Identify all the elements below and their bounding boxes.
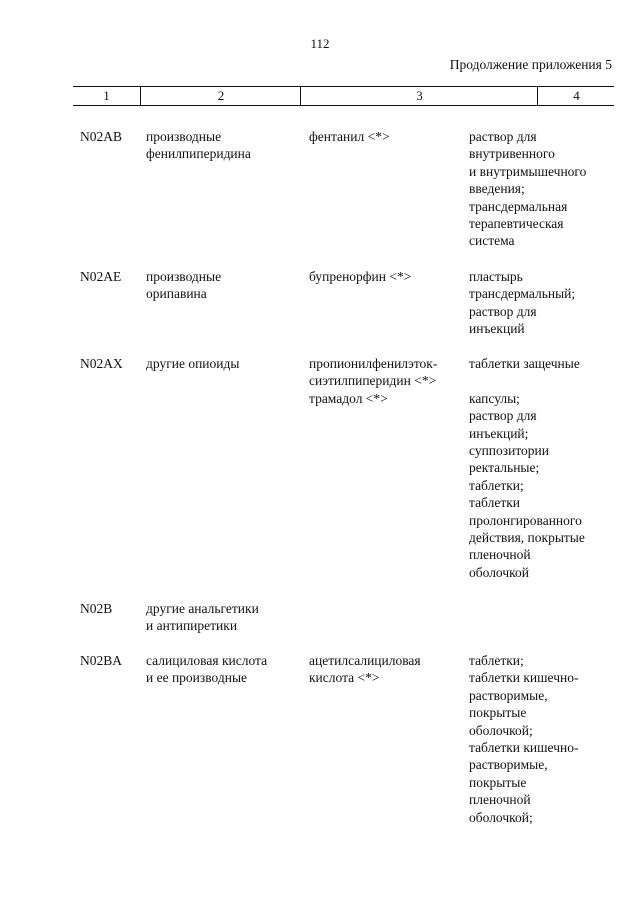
dosage-forms-line: таблетки кишечно- bbox=[469, 670, 579, 686]
atc-code: N02AE bbox=[80, 269, 122, 284]
atc-group-name-line: производные bbox=[146, 269, 222, 284]
dosage-forms-line: терапевтическая bbox=[469, 216, 564, 232]
drug-name bbox=[309, 128, 390, 145]
dosage-forms-line: суппозитории bbox=[469, 443, 549, 459]
atc-code: N02AB bbox=[80, 129, 123, 144]
column-header-3: 3 bbox=[300, 87, 538, 105]
atc-group-name bbox=[146, 268, 221, 303]
dosage-forms-line: трансдермальный; bbox=[469, 286, 576, 302]
drug-name-line: ацетилсалициловая bbox=[309, 653, 421, 668]
atc-group-name-line: другие опиоиды bbox=[146, 356, 240, 371]
dosage-forms-line bbox=[469, 372, 585, 389]
dosage-forms-line: оболочкой bbox=[469, 564, 529, 580]
atc-group-name bbox=[146, 128, 251, 163]
dosage-forms-line: раствор для bbox=[469, 129, 537, 144]
dosage-forms-line: покрытые bbox=[469, 774, 527, 790]
atc-group-name-line: и ее производные bbox=[146, 670, 248, 686]
dosage-forms-line: внутривенного bbox=[469, 146, 555, 162]
drug-name bbox=[309, 652, 421, 687]
column-header-2: 2 bbox=[140, 87, 301, 105]
dosage-forms bbox=[469, 268, 575, 338]
dosage-forms-line: пленочной bbox=[469, 547, 531, 563]
table-header-row bbox=[73, 86, 614, 106]
drug-name-line: трамадол <*> bbox=[309, 390, 388, 406]
dosage-forms-line: растворимые, bbox=[469, 757, 548, 773]
dosage-forms-line: пленочной bbox=[469, 792, 531, 808]
column-header-1: 1 bbox=[103, 88, 110, 103]
atc-group-name-line: салициловая кислота bbox=[146, 653, 268, 668]
dosage-forms-line: и внутримышечного bbox=[469, 163, 587, 179]
continuation-heading: Продолжение приложения 5 bbox=[449, 57, 612, 72]
atc-group-name bbox=[146, 600, 259, 635]
atc-code: N02BA bbox=[80, 653, 123, 668]
dosage-forms bbox=[469, 355, 585, 581]
dosage-forms bbox=[469, 128, 586, 250]
dosage-forms-line: инъекций; bbox=[469, 425, 529, 441]
dosage-forms-line: таблетки bbox=[469, 495, 521, 511]
dosage-forms-line: пролонгированного bbox=[469, 512, 582, 528]
atc-group-name-line: и антипиретики bbox=[146, 618, 238, 634]
atc-code: N02B bbox=[80, 601, 113, 616]
dosage-forms-line: инъекций bbox=[469, 321, 525, 337]
drug-name-line: пропионилфенилэток- bbox=[309, 356, 438, 371]
dosage-forms bbox=[469, 652, 578, 826]
drug-name-line: сиэтилпиперидин <*> bbox=[309, 373, 437, 389]
dosage-forms-line: ректальные; bbox=[469, 460, 540, 476]
atc-group-name-line: производные bbox=[146, 129, 222, 144]
column-header-4: 4 bbox=[537, 87, 615, 105]
drug-name-line: фентанил <*> bbox=[309, 129, 390, 144]
dosage-forms-line: таблетки кишечно- bbox=[469, 740, 579, 756]
dosage-forms-line: капсулы; bbox=[469, 390, 520, 406]
dosage-forms-line: растворимые, bbox=[469, 687, 548, 703]
atc-group-name bbox=[146, 355, 239, 372]
drug-name bbox=[309, 355, 437, 407]
atc-group-name-line: орипавина bbox=[146, 286, 207, 302]
dosage-forms-line: раствор для bbox=[469, 408, 537, 424]
dosage-forms-line: таблетки защечные bbox=[469, 356, 580, 371]
dosage-forms-line: оболочкой; bbox=[469, 722, 533, 738]
atc-group-name bbox=[146, 652, 267, 687]
dosage-forms-line: оболочкой; bbox=[469, 809, 533, 825]
dosage-forms-line: таблетки; bbox=[469, 653, 524, 668]
atc-code: N02AX bbox=[80, 356, 123, 371]
dosage-forms-line: раствор для bbox=[469, 303, 537, 319]
atc-group-name-line: фенилпиперидина bbox=[146, 146, 251, 162]
atc-group-name-line: другие анальгетики bbox=[146, 601, 259, 616]
page-number: 112 bbox=[310, 36, 330, 51]
dosage-forms-line: введения; bbox=[469, 181, 525, 197]
dosage-forms-line: система bbox=[469, 233, 515, 249]
dosage-forms-line: пластырь bbox=[469, 269, 523, 284]
dosage-forms-line: покрытые bbox=[469, 705, 527, 721]
dosage-forms-line: действия, покрытые bbox=[469, 530, 585, 546]
drug-name bbox=[309, 268, 411, 285]
dosage-forms-line: трансдермальная bbox=[469, 198, 568, 214]
dosage-forms-line: таблетки; bbox=[469, 477, 524, 493]
drug-name-line: кислота <*> bbox=[309, 670, 380, 686]
drug-name-line: бупренорфин <*> bbox=[309, 269, 412, 284]
